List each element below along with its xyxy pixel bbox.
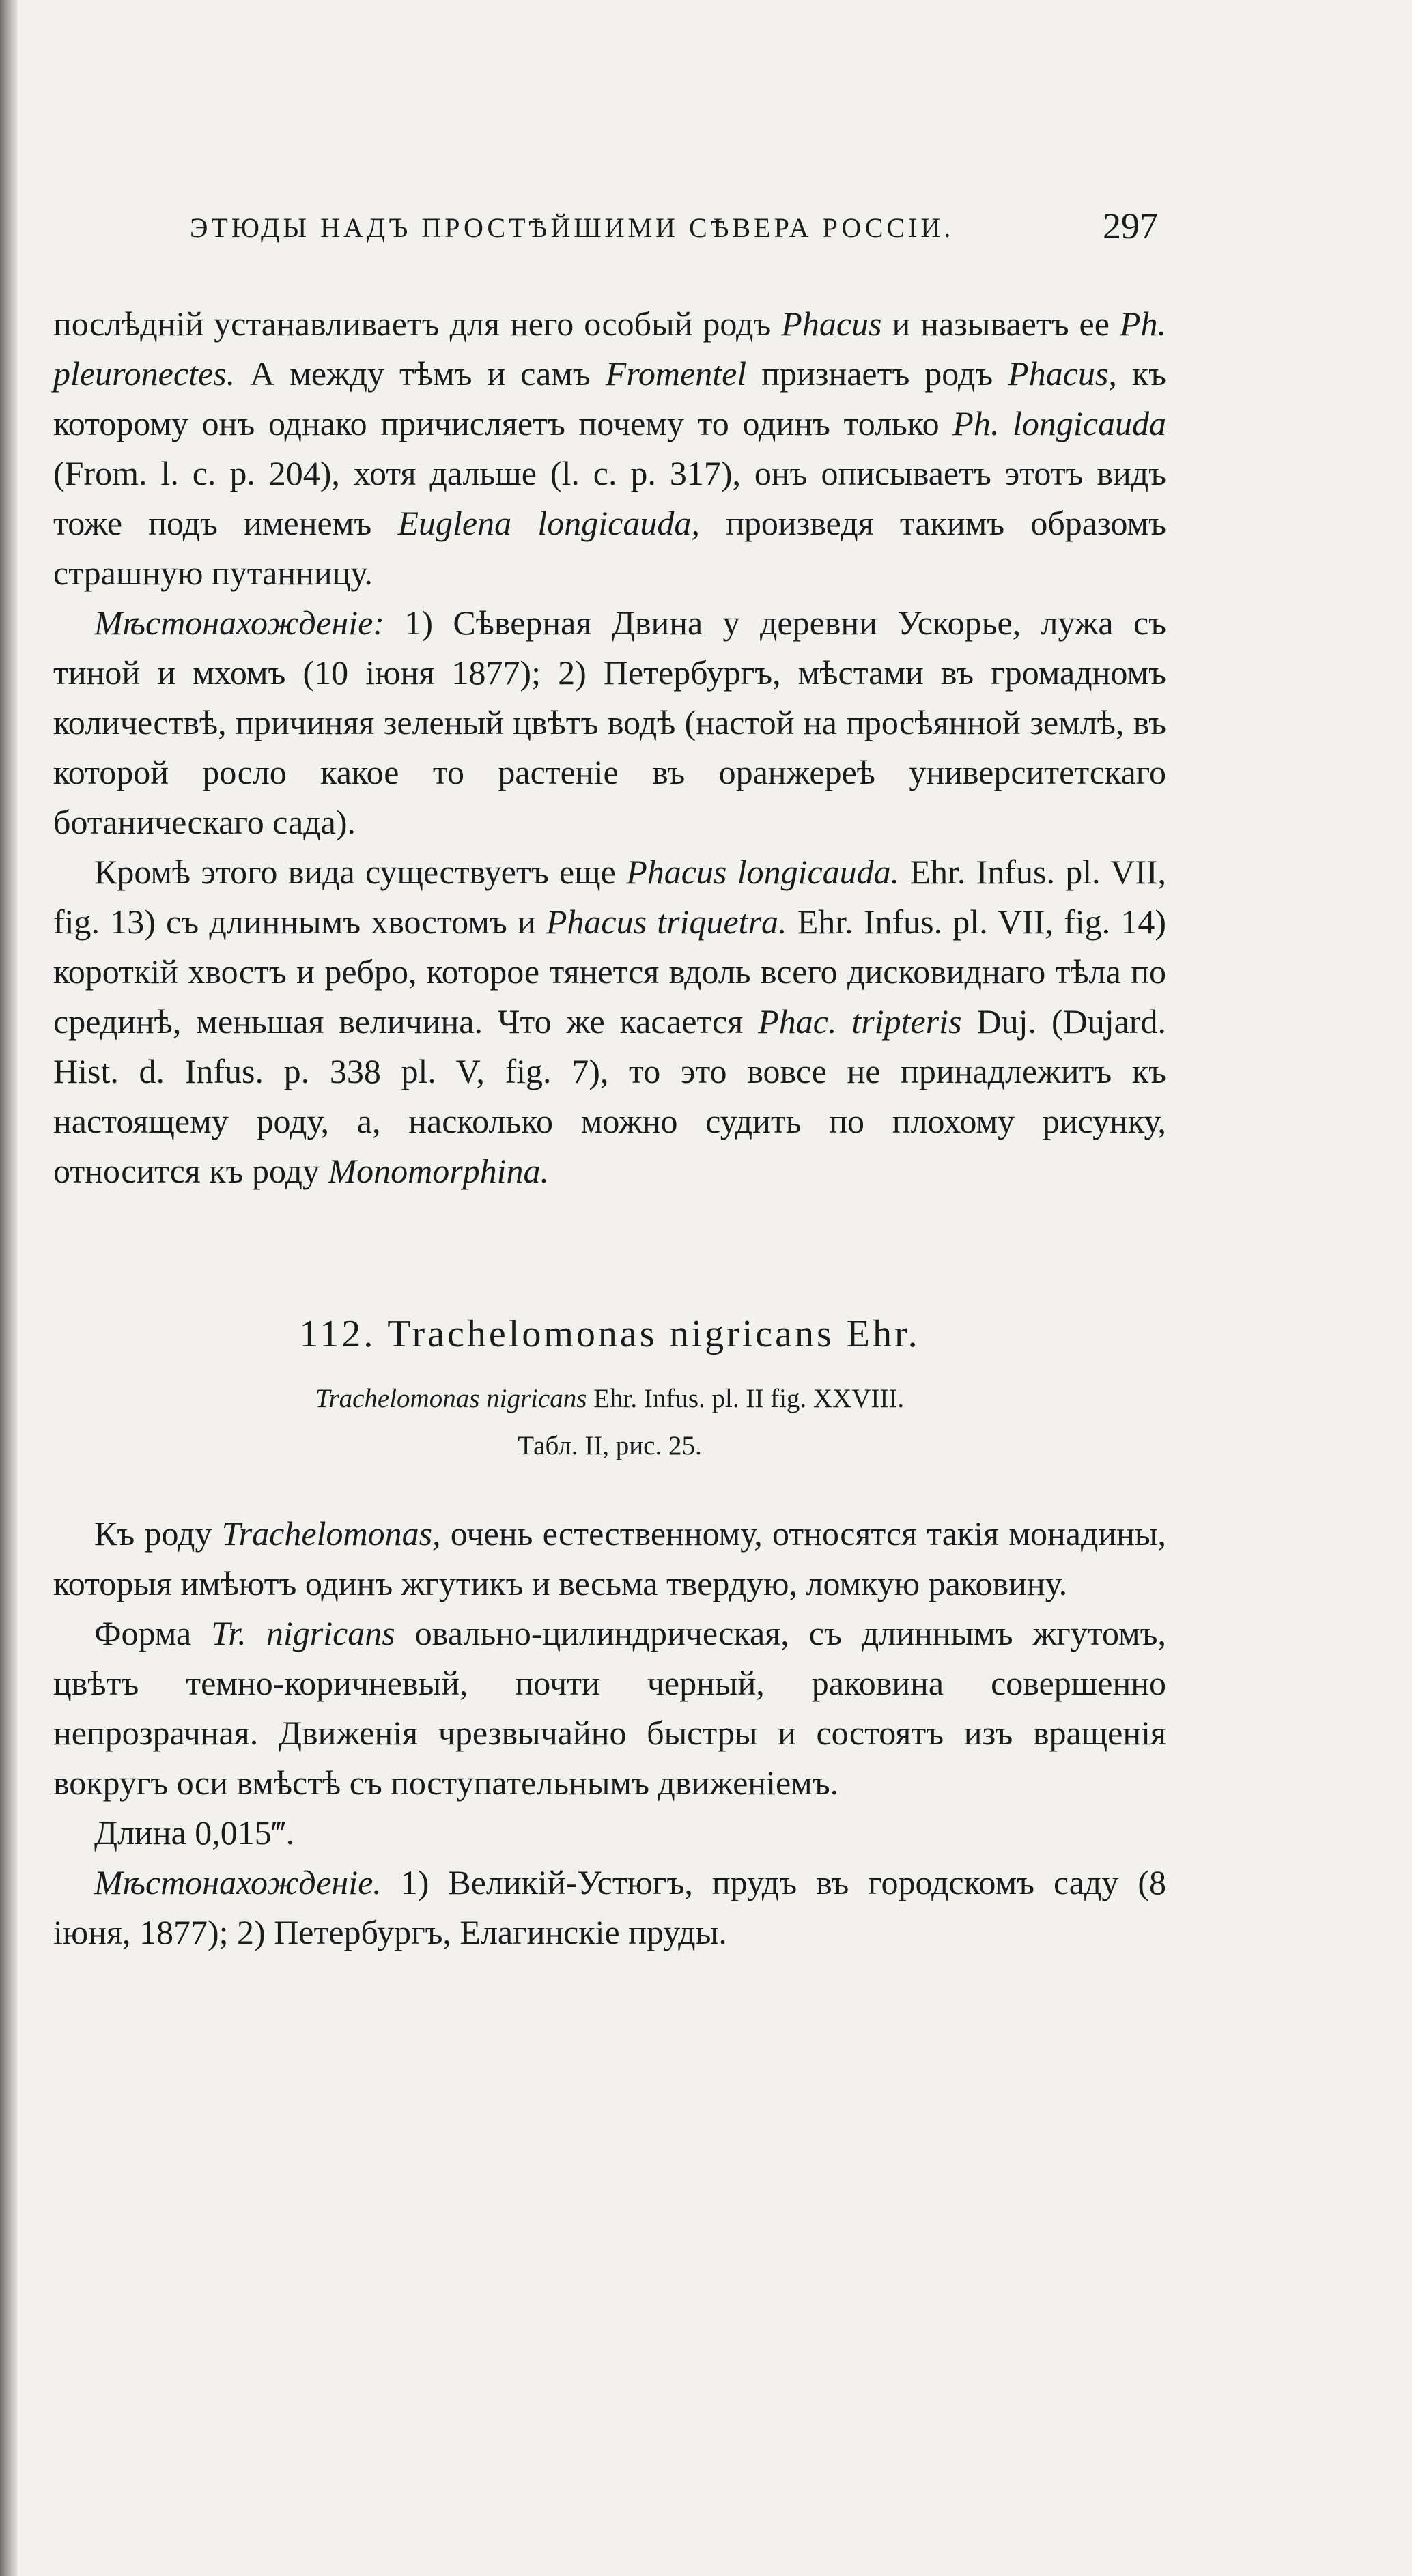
text-run: Форма: [94, 1614, 212, 1652]
section-body: [53, 1509, 1166, 1957]
paragraph-phacus-continuation: [53, 299, 1166, 598]
text-run: произведя такимъ образомъ страшную путанницу.: [53, 504, 1166, 592]
paragraph-locality-phacus: [53, 598, 1166, 847]
section-heading: 112. Trachelomonas nigricans Ehr.: [299, 1313, 920, 1355]
page-number: 297: [1103, 206, 1158, 246]
italic-term: Phac. tripteris: [758, 1002, 962, 1041]
paragraph-locality-trachelomonas: [53, 1858, 1166, 1957]
paragraph-length: Длина 0,015‴.: [94, 1813, 295, 1852]
text-run: очень естественному, относятся такія монадины, которыя имѣютъ одинъ жгутикъ и весьма твердую, ломкую раковину.: [53, 1514, 1166, 1602]
page-binding-edge: [0, 0, 18, 2576]
synonym-citation: Ehr. Infus. pl. II fig. XXVIII.: [587, 1384, 905, 1413]
running-title: ЭТЮДЫ НАДЪ ПРОСТѢЙШИМИ СѢВЕРА РОССІИ.: [190, 212, 955, 243]
locality-label: Мѣстонахожденіе:: [94, 604, 384, 642]
figure-reference: Табл. II, рис. 25.: [518, 1431, 702, 1460]
italic-term: Monomorphina.: [328, 1152, 550, 1190]
paragraph-other-species: [53, 847, 1166, 1196]
text-run: послѣдній устанавливаетъ для него особый родъ: [53, 305, 782, 343]
text-run: Къ роду: [94, 1514, 222, 1553]
italic-term: Fromentel: [605, 354, 747, 393]
text-run: 1) Великій-Устюгъ, прудъ въ городскомъ саду (8 іюня, 1877); 2) Петербургъ, Елагинскіе пруды.: [53, 1863, 1166, 1951]
text-run: А между тѣмъ и самъ: [235, 354, 606, 393]
text-run: 1) Сѣверная Двина у деревни Ускорье, лужа съ тиной и мхомъ (10 іюня 1877); 2) Петербургъ, мѣстами въ громадномъ количествѣ, причиняя зеленый цвѣтъ водѣ (настой на просѣянной землѣ, въ которой росло какое то растеніе въ оранжереѣ университетскаго ботаническаго сада).: [53, 604, 1166, 841]
paragraph-genus-description: [53, 1509, 1166, 1609]
text-run: Ehr. Infus. pl. VII, fig. 14) короткій хвостъ и ребро, которое тянется вдоль всего дисковиднаго тѣла по срединѣ, меньшая величина. Что же касается: [53, 903, 1166, 1041]
paragraph-species-form: [53, 1609, 1166, 1808]
italic-term: Phacus longicauda.: [626, 853, 900, 891]
italic-term: Phacus,: [1008, 354, 1117, 393]
italic-term: Ph. longicauda: [952, 404, 1166, 442]
locality-label: Мѣстонахожденіе.: [94, 1863, 382, 1901]
text-run: Duj. (Dujard. Hist. d. Infus. p. 338 pl. V, fig. 7), то это вовсе не принадлежитъ къ настоящему роду, а, насколько можно судить по плохому рисунку, относится къ роду: [53, 1002, 1166, 1190]
text-run: (From. l. c. p. 204), хотя дальше (l. c. p. 317), онъ описываетъ этотъ видъ тоже подъ именемъ: [53, 454, 1166, 542]
page-header: [53, 205, 1166, 266]
italic-term: Trachelomonas,: [221, 1514, 441, 1553]
italic-term: Phacus: [781, 305, 882, 343]
text-run: Ehr. Infus. pl. VII, fig. 13) съ длиннымъ хвостомъ и: [53, 853, 1166, 941]
italic-term: Euglena longicauda,: [397, 504, 700, 542]
synonym-reference: [53, 1383, 1166, 1414]
text-run: овально-цилиндрическая, съ длиннымъ жгутомъ, цвѣтъ темно-коричневый, почти черный, раковина совершенно непрозрачная. Движенія чрезвычайно быстры и состоятъ изъ вращенія вокругъ оси вмѣстѣ съ поступательнымъ движеніемъ.: [53, 1614, 1166, 1802]
text-run: Кромѣ этого вида существуетъ еще: [94, 853, 627, 891]
italic-term: Tr. nigricans: [211, 1614, 395, 1652]
text-run: признаетъ родъ: [746, 354, 1008, 393]
italic-term: Ph. pleuronectes.: [53, 305, 1166, 393]
text-run: къ которому онъ однако причисляетъ почему то одинъ только: [53, 354, 1167, 442]
synonym-name: Trachelomonas nigricans: [315, 1384, 587, 1413]
text-run: и называетъ ее: [881, 305, 1120, 343]
italic-term: Phacus triquetra.: [546, 903, 787, 941]
page-body: [53, 299, 1166, 1196]
book-page: [53, 205, 1166, 1957]
